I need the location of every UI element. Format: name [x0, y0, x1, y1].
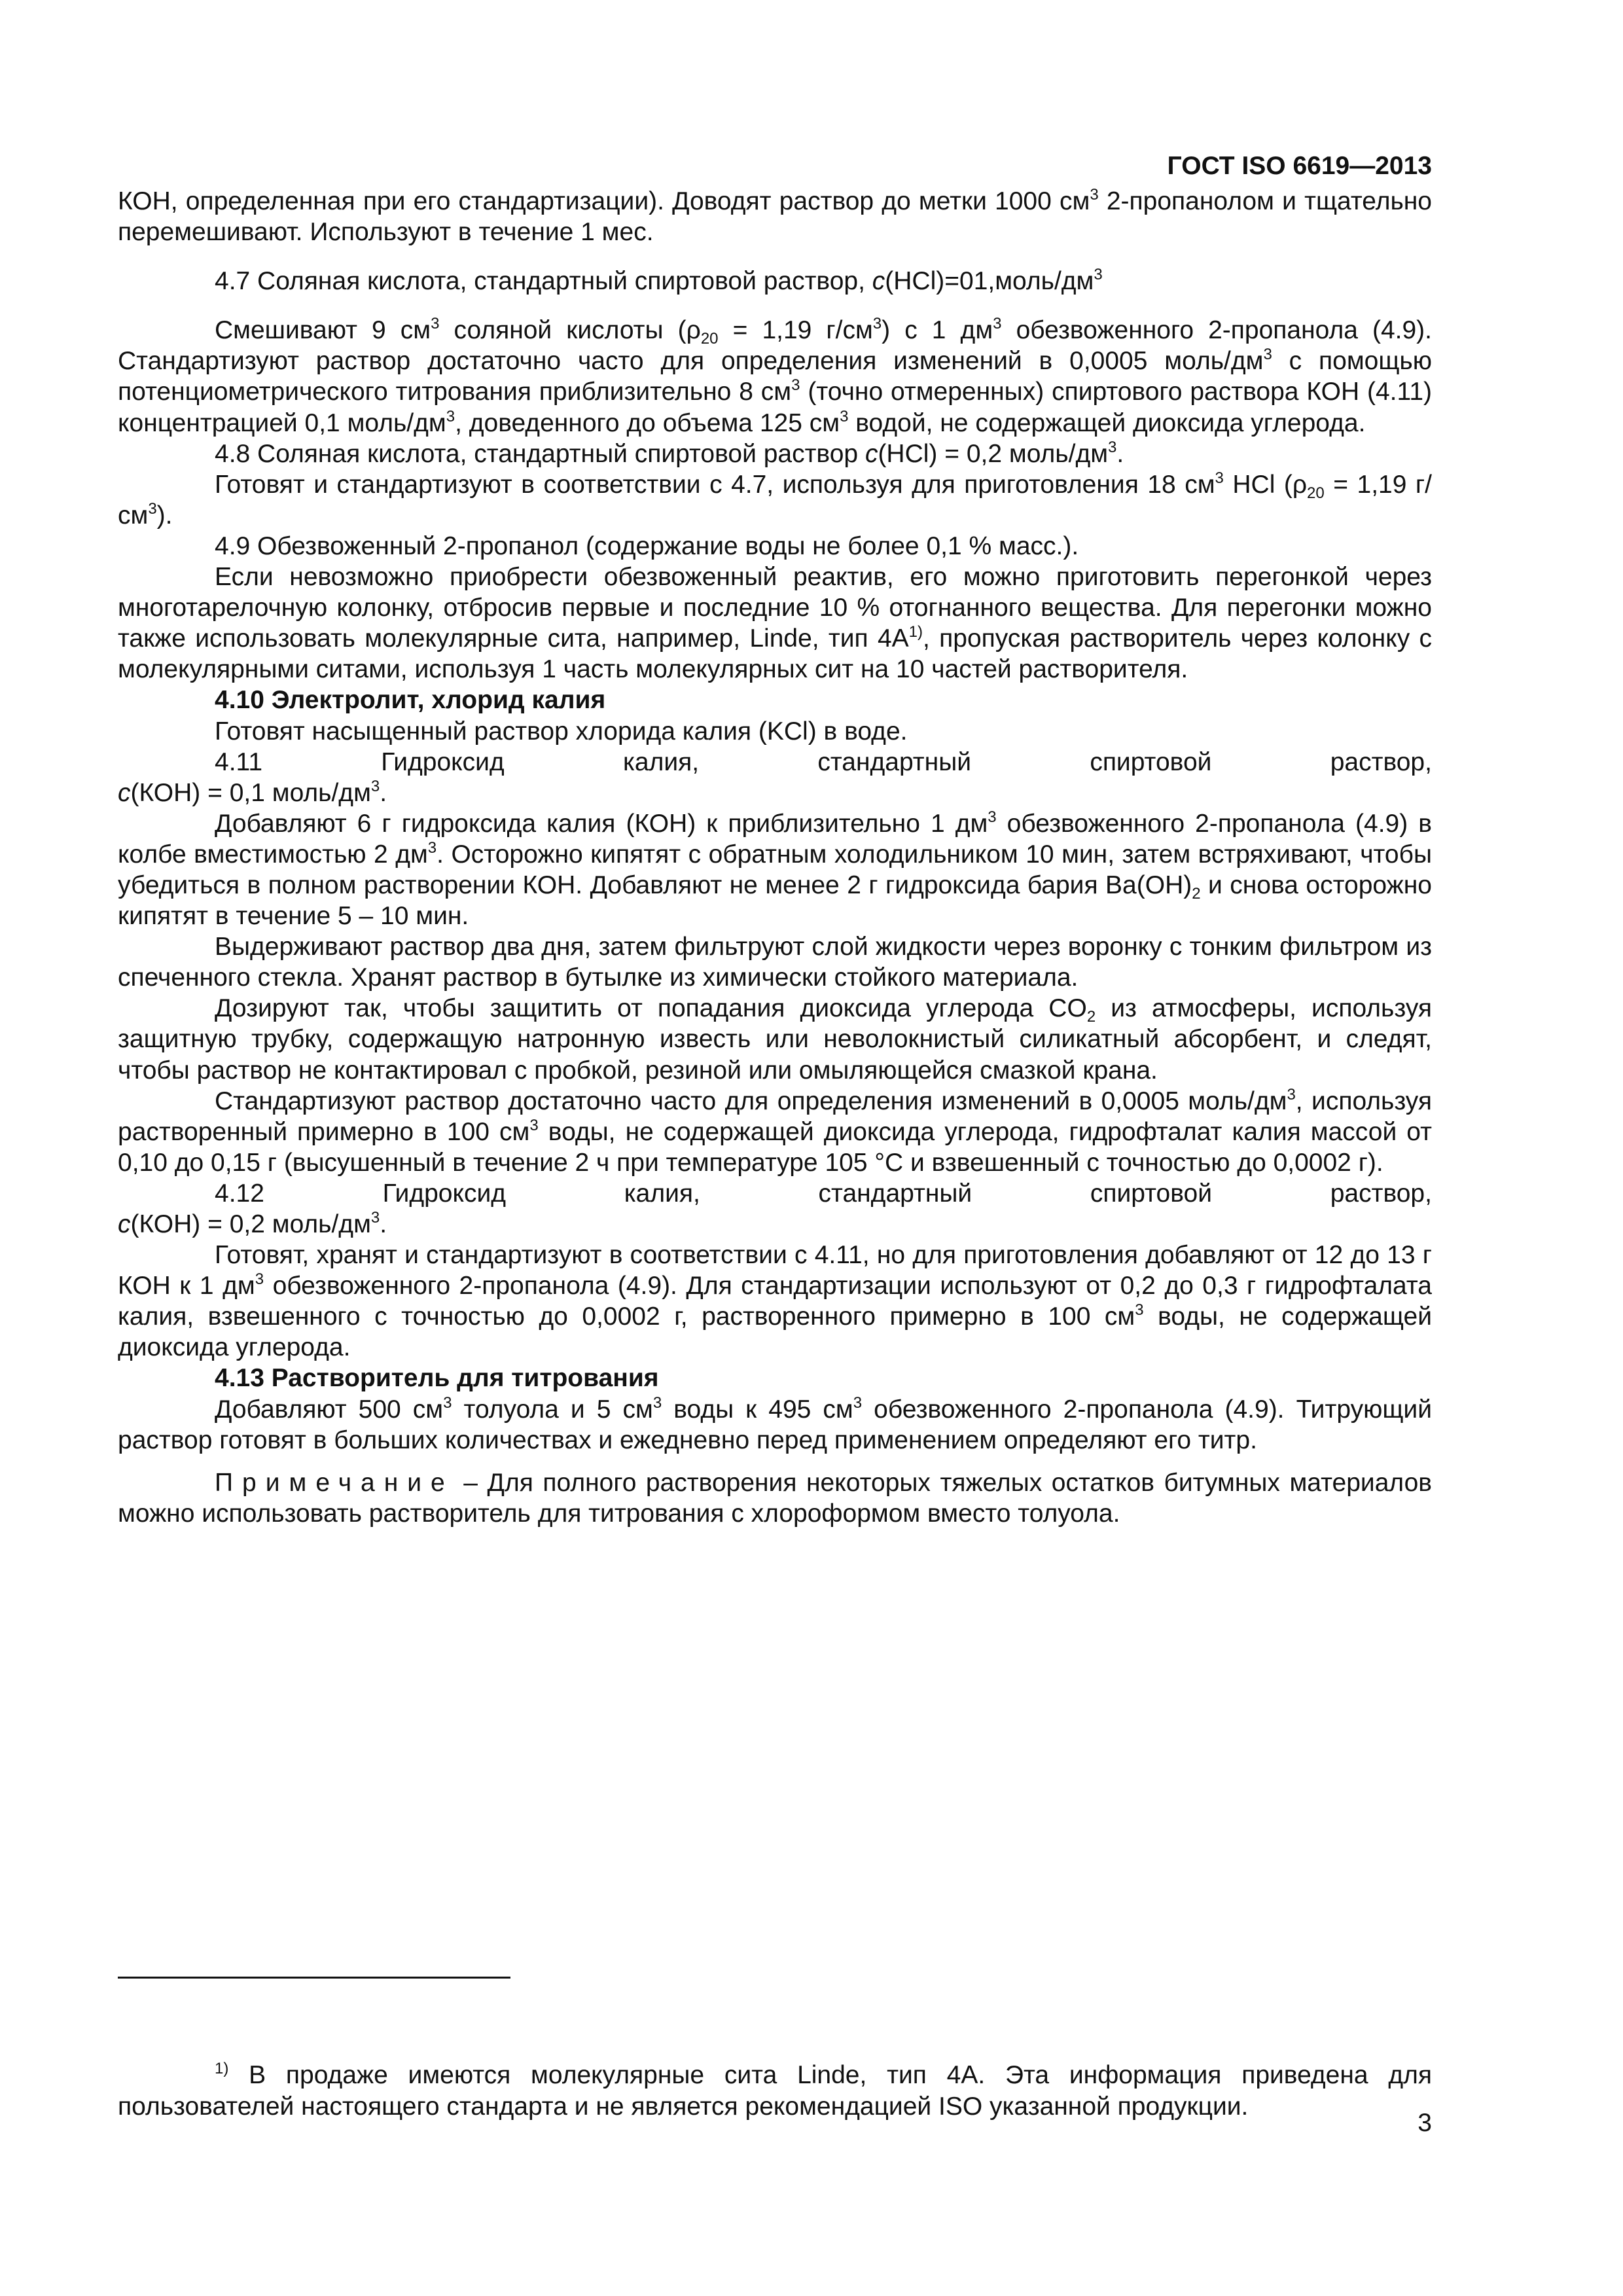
footnote-separator [118, 1977, 510, 1979]
section-4-12-heading: 4.12 Гидроксид калия, стандартный спиртовой раствор, [215, 1179, 1432, 1208]
paragraph: Добавляют 6 г гидроксида калия (КОН) к приблизительно 1 $дм^3$ обезвоженного 2-пропанола (4.9) в колбе вместимостью 2 $дм^3$. Осторожно кипятят с обратным холодильником 10 мин, затем встряхивают, чтобы убедиться в полном растворении КОН. Добавляют не менее 2 г гидроксида бария $Ba(OH)_2$ и снова осторожно кипятят в течение 5 – 10 мин. [118, 808, 1432, 931]
note-label: Примечание [215, 1468, 454, 1497]
paragraph: Готовят и стандартизуют в соответствии с 4.7, используя для приготовления 18 $см^3$ HCl ($\rho_{20} = 1,19$ $г/см^3$). [118, 469, 1432, 529]
paragraph: Дозируют так, чтобы защитить от попадания диоксида углерода $CO_2$ из атмосферы, используя защитную трубку, содержащую натронную известь или неволокнистый силикатный абсорбент, и следят, чтобы раствор не контактировал с пробкой, резиной или омыляющейся смазкой крана. [118, 994, 1432, 1085]
paragraph: Готовят, хранят и стандартизуют в соответствии с 4.11, но для приготовления добавляют от 12 до 13 г КОН к 1 $дм^3$ обезвоженного 2-пропанола (4.9). Для стандартизации используют от 0,2 до 0,3 г гидрофталата калия, взвешенного с точностью до 0,0002 г, растворенного примерно в 100 $см^3$ воды, не содержащей диоксида углерода. [118, 1241, 1432, 1362]
footnote-reference: 1) [908, 623, 923, 641]
document-body [118, 186, 1432, 1529]
section-4-10-heading: 4.10 Электролит, хлорид калия [215, 686, 606, 715]
paragraph: Стандартизуют раствор достаточно часто для определения изменений в 0,0005 моль/$дм^3$, используя растворенный примерно в 100 $см^3$ воды, не содержащей диоксида углерода, гидрофталат калия массой от 0,10 до 0,15 г (высушенный в течение 2 ч при температуре 105 °С и взвешенный с точностью до 0,0002 г). [118, 1085, 1432, 1177]
standard-designation: ГОСТ ISO 6619—2013 [1167, 152, 1432, 180]
paragraph: Смешивают 9 $см^3$ соляной кислоты ($\rho_{20} = 1,19$ $г/см^3$) с 1 $дм^3$ обезвоженного 2-пропанола (4.9). Стандартизуют раствор достаточно часто для определения изменений в 0,0005 моль/$дм^3$ с помощью потенциометрического титрования приблизительно 8 $см^3$ (точно отмеренных) спиртового раствора КОН (4.11) концентрацией 0,1 моль/$дм^3$, доведенного до объема 125 $см^3$ водой, не содержащей диоксида углерода. [118, 315, 1433, 437]
paragraph: Если невозможно приобрести обезвоженный реактив, его можно приготовить перегонкой через многотарелочную колонку, отбросив первые и последние 10 % отогнанного вещества. Для перегонки можно также использовать молекулярные сита, например, Linde, тип $4А^{1)}$, пропуская растворитель через колонку с молекулярными ситами, используя 1 часть молекулярных сит на 10 частей растворителя. [118, 563, 1433, 684]
paragraph: Выдерживают раствор два дня, затем фильтруют слой жидкости через воронку с тонким фильтром из спеченного стекла. Хранят раствор в бутылке из химически стойкого материала. [118, 933, 1432, 992]
note-paragraph: Примечание – Для полного растворения некоторых тяжелых остатков битумных материалов можно использовать растворитель для титрования с хлороформом вместо толуола. [118, 1468, 1432, 1528]
section-4-9-heading: 4.9 Обезвоженный 2-пропанол (содержание воды не более 0,1 % масс.). [215, 531, 1079, 560]
page-number: 3 [1418, 2109, 1432, 2137]
paragraph: c(КОН) = 0,2 моль/$дм^3$. [118, 1209, 387, 1238]
paragraph: c(КОН) = 0,1 моль/$дм^3$. [118, 777, 387, 807]
paragraph: Готовят насыщенный раствор хлорида калия (KCl) в воде. [215, 717, 908, 745]
section-4-8-heading: 4.8 Соляная кислота, стандартный спиртовой раствор c(HCl) = 0,2 моль/$дм^3$. [215, 438, 1124, 468]
paragraph: Добавляют 500 $см^3$ толуола и 5 $см^3$ воды к 495 $см^3$ обезвоженного 2-пропанола (4.9). Титрующий раствор готовят в больших количествах и ежедневно перед применением определяют его титр. [118, 1393, 1432, 1454]
footnote-marker: 1) [215, 2060, 229, 2077]
section-4-13-heading: 4.13 Растворитель для титрования [215, 1364, 659, 1393]
section-4-7-heading: 4.7 Соляная кислота, стандартный спиртовой раствор, $c(HCl)=01,моль/дм^3$ [215, 266, 1103, 296]
paragraph: КОН, определенная при его стандартизации). Доводят раствор до метки 1000 $см^3$ 2-пропанолом и тщательно перемешивают. Используют в течение 1 мес. [118, 186, 1432, 247]
section-4-11-heading: 4.11 Гидроксид калия, стандартный спиртовой раствор, [215, 747, 1432, 776]
footnote: $^{1)}$ В продаже имеются молекулярные сита Linde, тип 4А. Эта информация приведена для пользователей настоящего стандарта и не является рекомендацией ISO указанной продукции. [118, 2060, 1432, 2121]
